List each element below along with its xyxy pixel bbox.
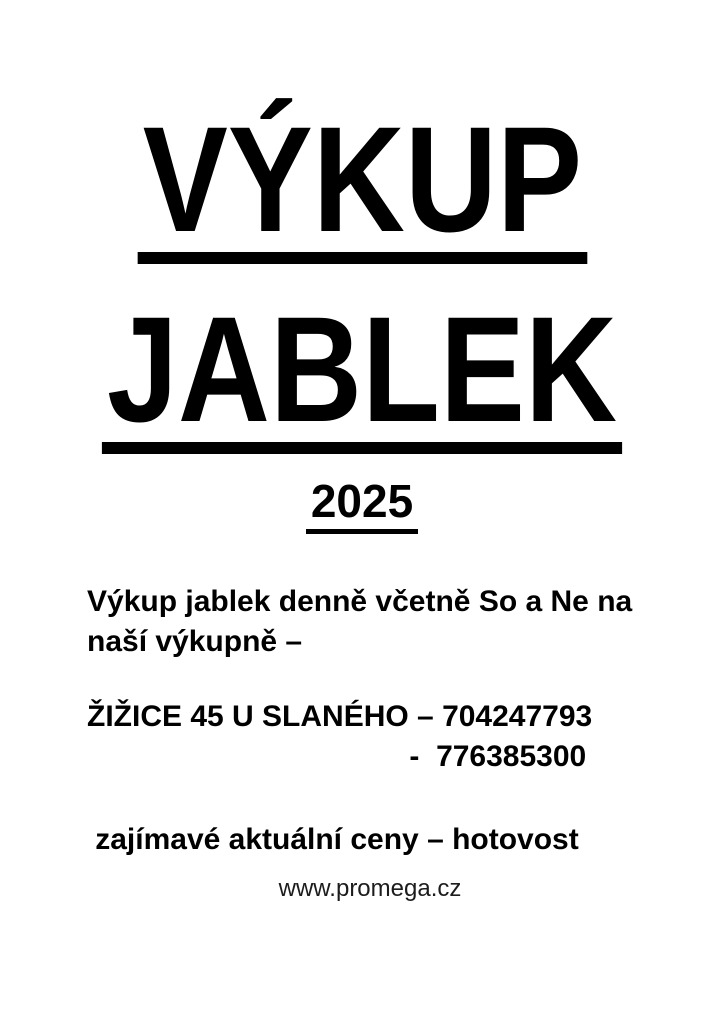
year-label: 2025 — [306, 478, 418, 534]
intro-line-1: Výkup jablek denně včetně So a Ne na — [87, 585, 633, 618]
intro-paragraph — [87, 582, 632, 662]
secondary-phone-line: - 776385300 — [409, 740, 587, 773]
title-jablek: JABLEK — [102, 300, 622, 454]
price-note: zajímavé aktuální ceny – hotovost — [95, 823, 579, 856]
website-url: www.promega.cz — [278, 875, 462, 902]
title-vykup: VÝKUP — [137, 110, 586, 264]
intro-line-2: naší výkupně – — [87, 625, 303, 658]
main-title-row-2 — [0, 285, 724, 454]
location-phone-line: ŽIŽICE 45 U SLANÉHO – 704247793 — [87, 700, 593, 733]
year-row — [0, 475, 724, 534]
location-paragraph — [87, 697, 592, 777]
main-title-row-1 — [0, 95, 724, 264]
